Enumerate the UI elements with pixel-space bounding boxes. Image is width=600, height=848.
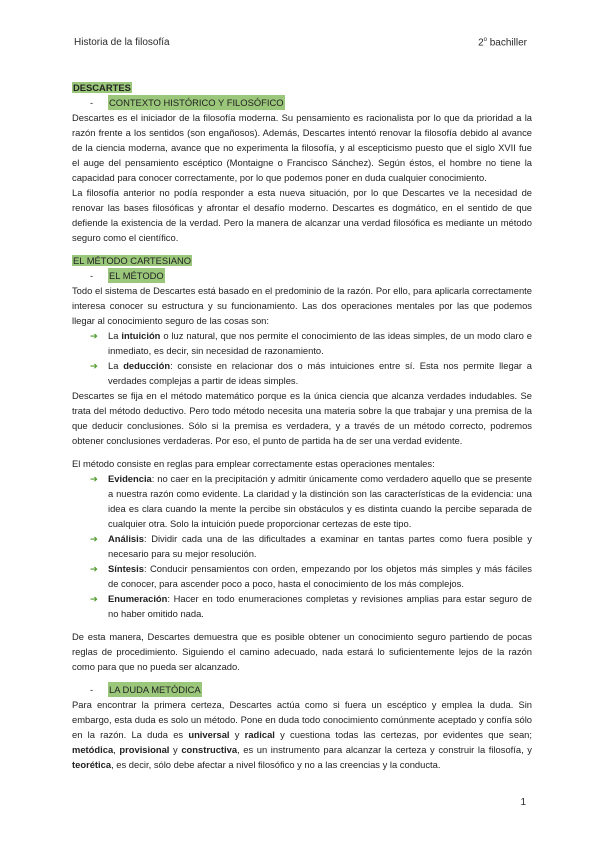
term-analisis: Análisis xyxy=(108,533,144,544)
subsection-metodo-title: EL MÉTODO xyxy=(109,270,164,281)
list-item-enumeracion xyxy=(72,591,532,621)
arrow-right-icon: ➔ xyxy=(90,473,98,484)
dash-marker: - xyxy=(90,97,94,108)
header-course-num: 2 xyxy=(478,37,484,49)
paragraph-metodo-4: De esta manera, Descartes demuestra que es posible obtener un conocimiento seguro partiendo de pocas reglas de procedimiento. Siguiendo el camino adecuado, nada estará lo suficientemente lejos de la razón como para que no pueda ser alcanzado. xyxy=(72,631,532,672)
subsection-context xyxy=(72,95,532,110)
list-item-deduccion xyxy=(72,358,532,388)
paragraph-metodo-3: El método consiste en reglas para emplear correctamente estas operaciones mentales: xyxy=(72,458,435,469)
list-item-text: La intuición o luz natural, que nos permite el conocimiento de las ideas simples, de un modo claro e inmediato, es decir, sin necesidad de razonamiento. xyxy=(108,330,532,356)
paragraph-metodo-1: Todo el sistema de Descartes está basado en el predominio de la razón. Por ello, para aplicarla correctamente interesa conocer su estructura y su funcionamiento. Las dos operaciones mentales por las que podemos llegar al conocimiento seguro de las cosas son: xyxy=(72,285,532,326)
arrow-right-icon: ➔ xyxy=(90,533,98,544)
arrow-right-icon: ➔ xyxy=(90,593,98,604)
term-constructiva: constructiva xyxy=(181,744,238,755)
arrow-right-icon: ➔ xyxy=(90,330,98,341)
term-evidencia: Evidencia xyxy=(108,473,152,484)
arrow-right-icon: ➔ xyxy=(90,563,98,574)
list-item-text: Análisis: Dividir cada una de las dificultades a examinar en tantas partes como fuera posible y necesario para su mejor resolución. xyxy=(108,533,532,559)
term-provisional: provisional xyxy=(119,744,170,755)
subsection-metodo xyxy=(72,268,532,283)
document-body xyxy=(72,80,532,772)
list-item-intuicion xyxy=(72,328,532,358)
paragraph-context-1: Descartes es el iniciador de la filosofía moderna. Su pensamiento es racionalista por lo que da prioridad a la razón frente a los sentidos (son engañosos). Además, Descartes intentó renovar la filosofía debido al avance de la ciencia moderna, avance que no experimenta la filosofía, y al escepticismo puesto que el siglo XVII fue el auge del pensamiento escéptico (Montaigne o Francisco Sánchez). Según éstos, el hombre no tiene la capacidad para conocer correctamente, por lo que podemos poner en duda cualquier conocimiento. xyxy=(72,112,532,183)
paragraph-duda: Para encontrar la primera certeza, Descartes actúa como si fuera un escéptico y emplea la duda. Sin embargo, esta duda es solo un método. Pone en duda todo conocimiento comúnmente aceptado y confía sólo en la razón. La duda es universal y radical y cuestiona todas las certezas, por evidentes que sean; metódica, provisional y constructiva, es un instrumento para alcanzar la certeza y construir la filosofía, y teorética, es decir, sólo debe afectar a nivel filosófico y no a las creencias y la conducta. xyxy=(72,699,532,770)
term-metodica: metódica xyxy=(72,744,114,755)
paragraph-context-2: La filosofía anterior no podía responder a esta nueva situación, por lo que Descartes ve la necesidad de renovar las bases filosóficas y afrontar el desafío moderno. Descartes es dogmático, en el sentido de que defiende la existencia de la verdad. Pero la manera de alcanzar una verdad filosófica es mediante un método seguro como el científico. xyxy=(72,187,532,243)
section-title-descartes xyxy=(72,80,532,95)
list-item-sintesis xyxy=(72,561,532,591)
dash-marker: - xyxy=(90,684,94,695)
header-course-sup: o xyxy=(483,37,487,43)
section-title-descartes-text: DESCARTES xyxy=(73,82,131,93)
header-subject: Historia de la filosofía xyxy=(74,37,170,48)
paragraph-metodo-2: Descartes se fija en el método matemático porque es la única ciencia que alcanza verdades indudables. Se trata del método deductivo. Pero todo método necesita una materia sobre la que trabajar y una premisa de la que deducir conclusiones. Sólo si la premisa es verdadera, y a través de un método correcto, podremos obtener conclusiones verdaderas. Por eso, el punto de partida ha de ser una verdad evidente. xyxy=(72,390,532,446)
term-deduccion: deducción xyxy=(123,360,171,371)
section-title-metodo-cartesiano xyxy=(72,253,532,268)
section-title-metodo-cartesiano-text: EL MÉTODO CARTESIANO xyxy=(73,255,192,266)
term-teoretica: teorética xyxy=(72,759,112,770)
term-universal: universal xyxy=(188,729,230,740)
page-number: 1 xyxy=(520,797,526,808)
term-enumeracion: Enumeración xyxy=(108,593,168,604)
dash-marker: - xyxy=(90,270,94,281)
term-radical: radical xyxy=(244,729,275,740)
term-intuicion: intuición xyxy=(121,330,161,341)
list-item-evidencia xyxy=(72,471,532,531)
header-course-text: bachiller xyxy=(489,37,527,49)
list-item-text: La deducción: consiste en relacionar dos o más intuiciones entre sí. Esta nos permite llegar a verdades complejas a partir de ideas simples. xyxy=(108,360,532,386)
term-sintesis: Síntesis xyxy=(108,563,144,574)
arrow-right-icon: ➔ xyxy=(90,360,98,371)
subsection-duda xyxy=(72,682,532,697)
list-item-text: Síntesis: Conducir pensamientos con orden, empezando por los objetos más simples y más fáciles de conocer, para ascender poco a poco, hasta el conocimiento de los más complejos. xyxy=(108,563,532,589)
list-item-text: Evidencia: no caer en la precipitación y admitir únicamente como verdadero aquello que se presente a nuestra razón como evidente. La claridad y la distinción son las características de la evidencia: una idea es clara cuando la mente la percibe sin obstáculos y es distinta cuando la percibe separada de cualquier otra. Solo la intuición puede proporcionar certezas de este tipo. xyxy=(108,473,532,529)
list-item-text: Enumeración: Hacer en todo enumeraciones completas y revisiones amplias para estar seguro de no haber omitido nada. xyxy=(108,593,532,619)
subsection-duda-title: LA DUDA METÓDICA xyxy=(109,684,201,695)
list-item-analisis xyxy=(72,531,532,561)
subsection-context-title: CONTEXTO HISTÓRICO Y FILOSÓFICO xyxy=(109,97,284,108)
header-course xyxy=(478,37,527,48)
